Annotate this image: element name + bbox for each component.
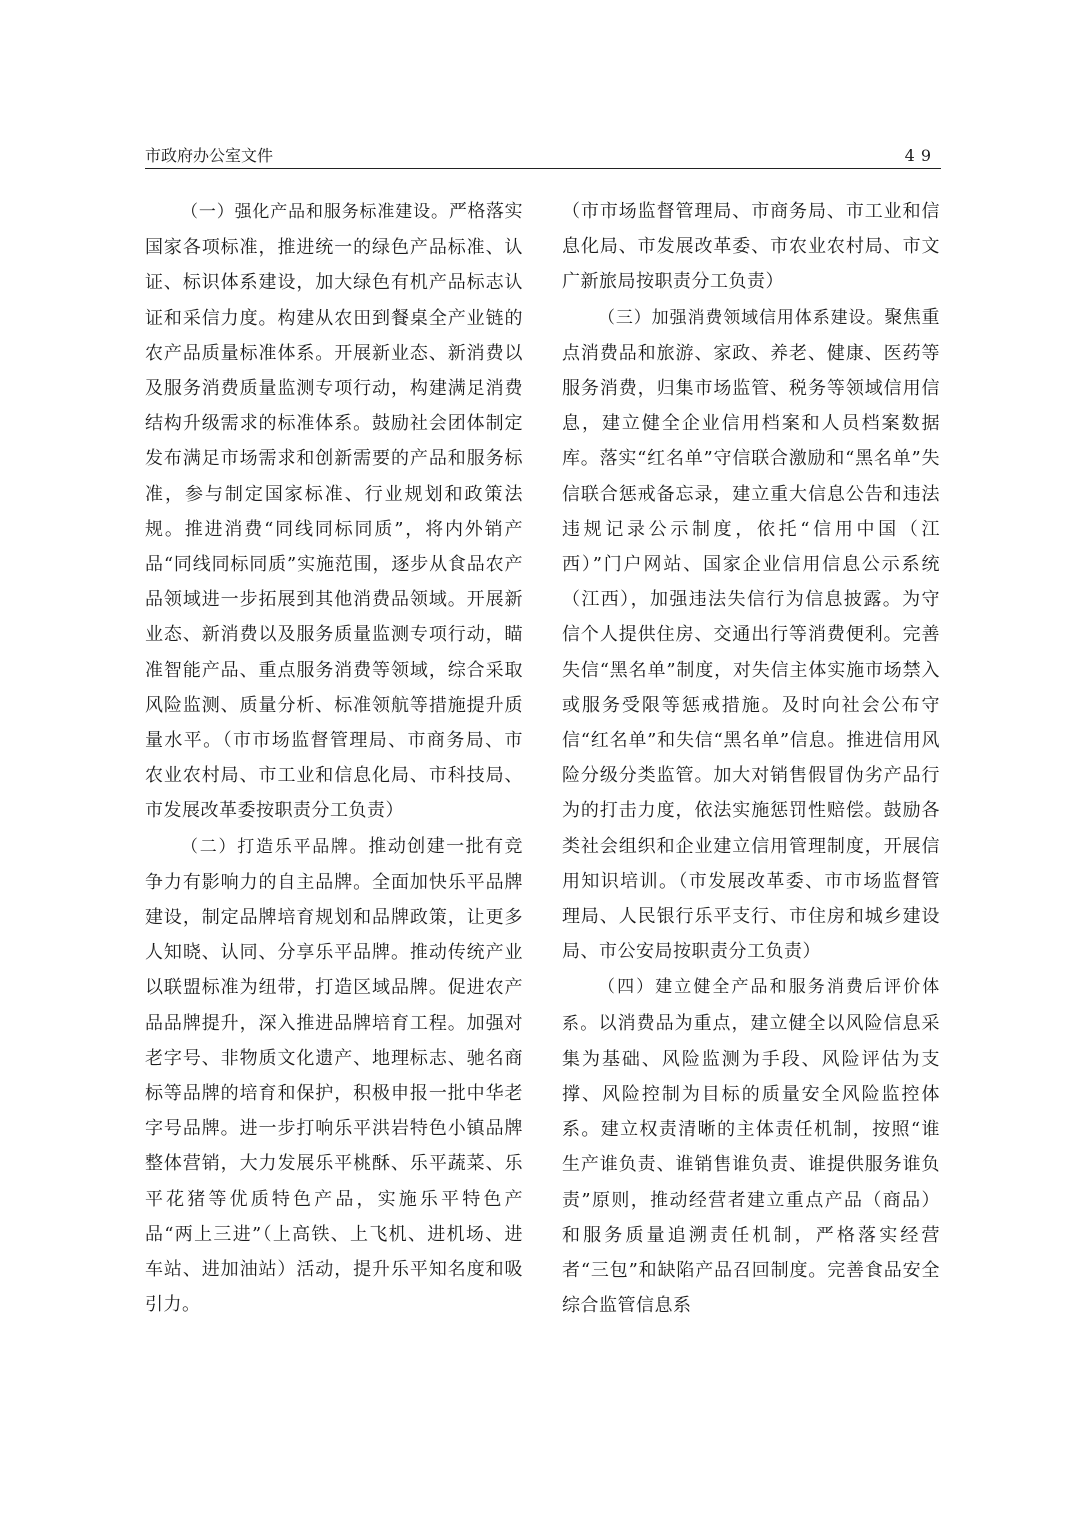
section-heading: （二）打造乐平品牌。 [181,836,369,857]
paragraph-body: （市市场监督管理局、市商务局、市工业和信息化局、市发展改革委、市农业农村局、市文广新旅局按职责分工负责） [562,201,940,293]
paragraph-body: 以消费品为重点，建立健全以风险信息采集为基础、风险监测为手段、风险评估为支撑、风险控制为目标的质量安全风险监控体系。建立权责清晰的主体责任机制，按照“谁生产谁负责、谁销售谁负责、谁提供服务谁负责”原则，推动经营者建立重点产品（商品）和服务质量追溯责任机制，严格落实经营者“三包”和缺陷产品召回制度。完善食品安全综合监管信息系 [562,1012,940,1317]
paragraph-leping-brand [145,829,523,1323]
paragraph-body: 聚焦重点消费品和旅游、家政、养老、健康、医药等服务消费，归集市场监管、税务等领域信用信息，建立健全企业信用档案和人员档案数据库。落实“红名单”守信联合激励和“黑名单”失信联合惩戒备忘录，建立重大信息公告和违法违规记录公示制度，依托“信用中国（江西）”门户网站、国家企业信用信息公示系统（江西），加强违法失信行为信息披露。为守信个人提供住房、交通出行等消费便利。完善失信“黑名单”制度，对失信主体实施市场禁入或服务受限等惩戒措施。及时向社会公布守信“红名单”和失信“黑名单”信息。推进信用风险分级分类监管。加大对销售假冒伪劣产品行为的打击力度，依法实施惩罚性赔偿。鼓励各类社会组织和企业建立信用管理制度，开展信用知识培训。（市发展改革委、市市场监督管理局、人民银行乐平支行、市住房和城乡建设局、市公安局按职责分工负责） [562,306,940,963]
document-title: 市政府办公室文件 [145,146,274,165]
page-header [145,146,941,169]
section-heading: （一）强化产品和服务标准建设。 [181,202,449,222]
section-heading: （四）建立健全产品和服务消费后评价体系。 [562,977,940,1034]
paragraph-post-evaluation [562,969,940,1323]
paragraph-body: 推动创建一批有竞争力有影响力的自主品牌。全面加快乐平品牌建设，制定品牌培育规划和品牌政策，让更多人知晓、认同、分享乐平品牌。推动传统产业以联盟标准为纽带，打造区域品牌。促进农产品品牌提升，深入推进品牌培育工程。加强对老字号、非物质文化遗产、地理标志、驰名商标等品牌的培育和保护，积极申报一批中华老字号品牌。进一步打响乐平洪岩特色小镇品牌整体营销，大力发展乐平桃酥、乐平蔬菜、乐平花猪等优质特色产品，实施乐平特色产品“两上三进”（上高铁、上飞机、进机场、进车站、进加油站）活动，提升乐平知名度和吸引力。 [145,835,524,1316]
left-column [145,194,523,1323]
right-column [562,194,940,1324]
paragraph-credit-system [562,300,940,970]
paragraph-body: 严格落实国家各项标准，推进统一的绿色产品标准、认证、标识体系建设，加大绿色有机产品标志认证和采信力度。构建从农田到餐桌全产业链的农产品质量标准体系。开展新业态、新消费以及服务消费质量监测专项行动，构建满足消费结构升级需求的标准体系。鼓励社会团体制定发布满足市场需求和创新需要的产品和服务标准，参与制定国家标准、行业规划和政策法规。推进消费“同线同标同质”，将内外销产品“同线同标同质”实施范围，逐步从食品农产品领域进一步拓展到其他消费品领域。开展新业态、新消费以及服务质量监测专项行动，瞄准智能产品、重点服务消费等领域，综合采取风险监测、质量分析、标准领航等措施提升质量水平。（市市场监督管理局、市商务局、市农业农村局、市工业和信息化局、市科技局、市发展改革委按职责分工负责） [145,201,524,822]
page-number: 49 [904,146,937,165]
paragraph-continuation [562,194,940,300]
paragraph-product-standards [145,194,523,829]
section-heading: （三）加强消费领域信用体系建设。 [598,307,885,328]
